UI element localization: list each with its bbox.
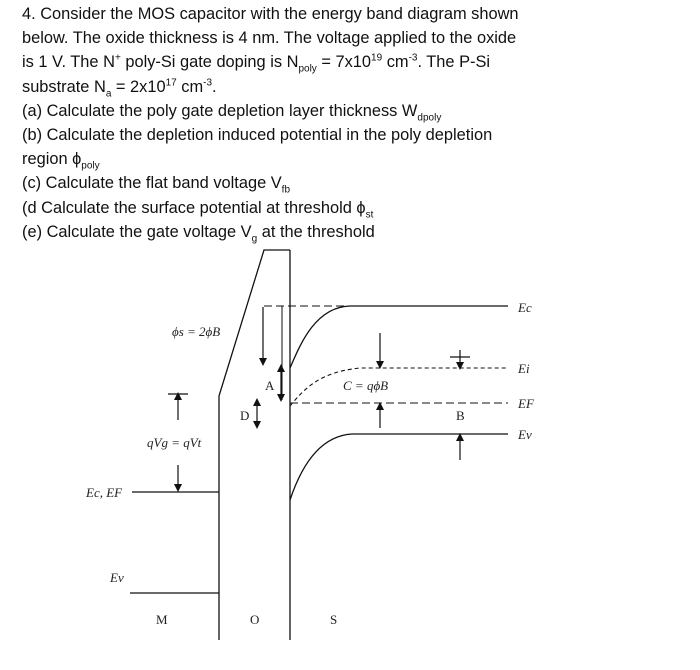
ec-right-label: Ec <box>518 300 532 315</box>
problem-line-3: is 1 V. The N+ poly-Si gate doping is $N_{poly} = 7x10^{19}$ $cm^{-3}$. The P-Si <box>22 52 491 75</box>
semiconductor-conduction-band <box>290 306 508 368</box>
ei-right-label: Ei <box>518 361 530 376</box>
region-s-label: S <box>330 612 338 627</box>
problem-line-1: 4. Consider the MOS capacitor with the energy band diagram shown <box>22 5 519 23</box>
problem-line-2: below. The oxide thickness is 4 nm. The voltage applied to the oxide <box>22 29 517 48</box>
label-a: A <box>265 378 275 393</box>
region-m-label: M <box>156 612 168 627</box>
question-c: (c) Calculate the flat band voltage $V_{fb}$ <box>22 174 291 196</box>
c-label: C = qϕB <box>343 378 389 393</box>
semiconductor-valence-band <box>290 434 508 500</box>
question-a: (a) Calculate the poly gate depletion layer thickness $W_{dpoly}$ <box>22 101 442 124</box>
question-b-line-2: region $\phi_{poly}$ <box>22 150 100 172</box>
question-d: (d Calculate the surface potential at threshold $\phi_{st}$ <box>22 198 374 220</box>
ev-left-label: Ev <box>110 570 124 585</box>
phi-s-label: ϕs = 2ϕB <box>172 324 221 339</box>
ef-right-label: EF <box>518 396 534 411</box>
question-b-line-1: (b) Calculate the depletion induced potential in the poly depletion <box>22 126 493 145</box>
problem-line-4: substrate $N_a = 2x10^{17}$ $cm^{-3}$. <box>22 77 217 99</box>
energy-band-diagram <box>0 240 700 670</box>
qvg-label: qVg = qVt <box>147 435 202 450</box>
intrinsic-level <box>290 368 508 406</box>
label-b: B <box>456 408 465 423</box>
ec-ef-left-label: Ec, EF <box>86 485 123 500</box>
question-e: (e) Calculate the gate voltage $V_g$ at the threshold <box>22 222 375 245</box>
label-d: D <box>240 408 250 423</box>
region-o-label: O <box>250 612 260 627</box>
problem-text <box>22 2 682 244</box>
ev-right-label: Ev <box>518 427 532 442</box>
oxide-layer <box>219 250 290 640</box>
